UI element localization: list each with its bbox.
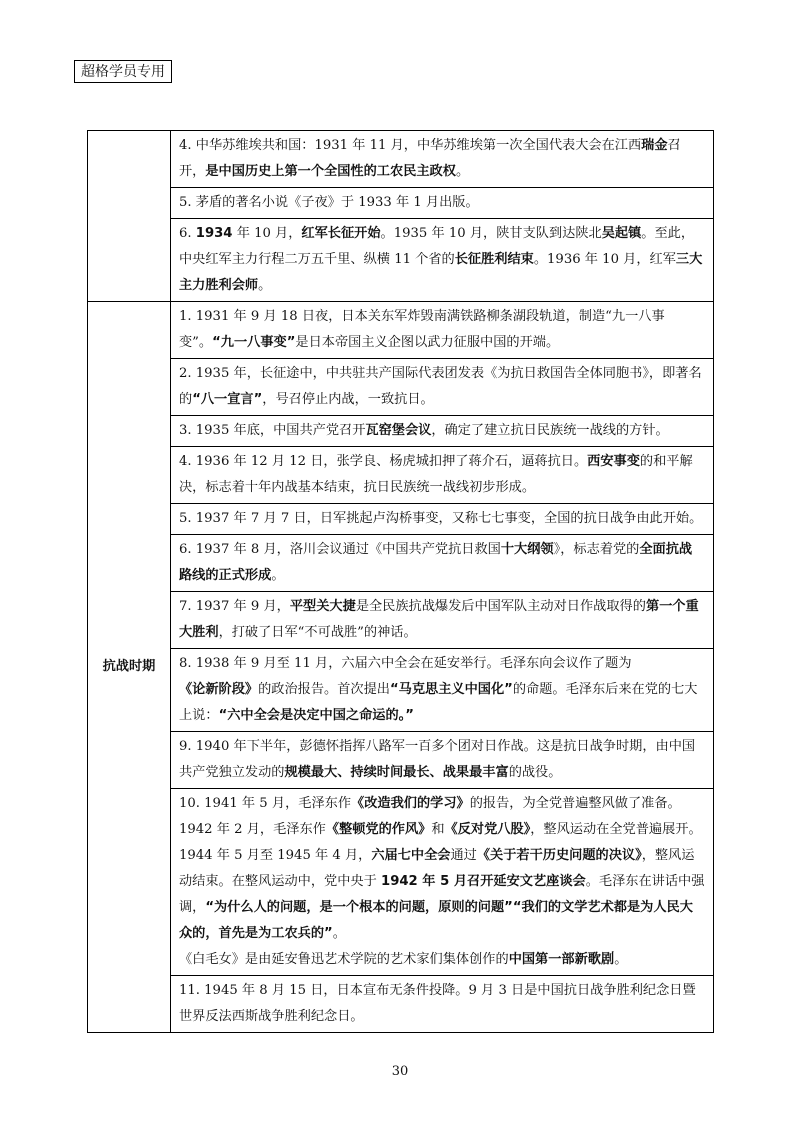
key-term: 吴起镇 [601,226,642,241]
key-term: 第一个重大胜利 [179,599,699,640]
table-row [88,219,714,302]
event-text: 。 [258,278,272,293]
key-term: 规模最大、持续时间最长、战果最丰富 [284,765,509,780]
event-text: 。毛泽东在讲话中强调， [179,874,705,915]
event-text: 。 [614,952,628,967]
key-term: 长征胜利结束 [454,252,534,267]
key-term: 1934 [195,226,233,241]
event-cell [171,447,714,504]
event-text: 7. 1937 年 9 月， [179,599,290,614]
event-text: 。至此，中央红军主力行程二万五千里、纵横 11 个省的 [179,226,695,267]
event-text: ，打破了日军“不可战胜”的神话。 [218,625,417,640]
key-term: “马克思主义中国化” [390,682,513,697]
event-text: 8. 1938 年 9 月至 11 月，六届六中全会在延安举行。毛泽东向会议作了题为 [179,656,632,671]
key-term: 六届七中全会 [371,848,451,863]
event-text: 3. 1935 年底，中国共产党召开 [179,423,366,438]
table-row [88,732,714,789]
event-text: 。1936 年 10 月，红军 [533,252,676,267]
table-row [88,976,714,1033]
event-text: 《白毛女》是由延安鲁迅艺术学院的艺术家们集体创作的 [179,952,509,967]
event-cell [171,416,714,447]
event-text: 。 [271,568,285,583]
event-text: 的政治报告。首次提出 [258,682,390,697]
event-text: 的和平解决，标志着十年内战基本结束，抗日民族统一战线初步形成。 [179,454,693,495]
key-term: 瑞金 [641,138,668,153]
table-row [88,789,714,976]
period-category: 抗战时期 [88,302,171,1033]
key-term: 十大纲领 [500,542,554,557]
event-text: 召开， [179,138,681,179]
key-term: 是中国历史上第一个全国性的工农民主政权 [205,164,456,179]
event-cell [171,188,714,219]
table-row [88,592,714,649]
key-term: 红军长征开始 [301,226,381,241]
table-row [88,535,714,592]
event-text: 的命题。毛泽东后来在党的七大上说： [179,682,698,723]
event-text: 5. 茅盾的著名小说《子夜》于 1933 年 1 月出版。 [179,195,479,210]
event-text: 6. 1937 年 8 月，洛川会议通过《中国共产党抗日救国 [179,542,501,557]
event-text: 。 [332,926,346,941]
key-term: “九一八事变” [212,335,296,350]
key-term: 《关于若干历史问题的决议》 [476,848,642,863]
event-cell [171,219,714,302]
table-row [88,188,714,219]
event-text: 。 [455,164,470,179]
event-text: ，号召停止内战，一致抗日。 [262,392,434,407]
event-cell [171,732,714,789]
event-text: ，确定了建立抗日民族统一战线的方针。 [431,423,669,438]
history-table [87,130,714,1033]
event-text: 10. 1941 年 5 月，毛泽东作 [179,796,352,811]
key-term: 平型关大捷 [289,599,356,614]
event-cell [171,131,714,188]
key-term: 《改造我们的学习》 [351,796,470,811]
event-text: 4. 中华苏维埃共和国：1931 年 11 月，中华苏维埃第一次全国代表大会在江西 [179,138,642,153]
key-term: 西安事变 [587,454,640,469]
period-category [88,131,171,302]
event-text: 2. 1935 年，长征途中，中共驻共产国际代表团发表《为抗日救国告全体同胞书》，即著名的 [179,366,702,407]
key-term: 三大主力胜利会师 [179,252,703,293]
header-tag: 超格学员专用 [74,60,172,83]
key-term: “六中全会是决定中国之命运的。” [218,708,414,723]
event-text: 9. 1940 年下半年，彭德怀指挥八路军一百多个团对日作战。这是抗日战争时期，由中国共产党独立发动的 [179,739,696,780]
table-row [88,504,714,535]
event-text: 和 [431,822,445,837]
table-row [88,302,714,359]
key-term: 《论新阶段》 [179,682,259,697]
event-text: 4. 1936 年 12 月 12 日，张学良、杨虎城扣押了蒋介石，逼蒋抗日。 [179,454,588,469]
page-number: 30 [391,1064,409,1079]
table-row [88,359,714,416]
event-text: 的战役。 [508,765,562,780]
event-cell [171,504,714,535]
event-text: 年 10 月， [232,226,302,241]
event-cell [171,789,714,976]
event-text: 的报告，为全党普遍整风做了准备。1942 年 2 月，毛泽东作 [179,796,681,837]
event-text: 通过 [450,848,477,863]
event-text: 是日本帝国主义企图以武力征服中国的开端。 [295,335,560,350]
event-cell [171,976,714,1033]
event-text: 。1935 年 10 月，陕甘支队到达陕北 [380,226,602,241]
event-cell [171,535,714,592]
event-text: 11. 1945 年 8 月 15 日，日本宣布无条件投降。9 月 3 日是中国抗日战争胜利纪念日暨世界反法西斯战争胜利纪念日。 [179,983,696,1024]
event-cell [171,592,714,649]
key-term: 1942 年 5 月召开延安文艺座谈会 [381,874,586,889]
key-term: 中国第一部新歌剧 [508,952,615,967]
key-term: “为什么人的问题，是一个根本的问题，原则的问题”“我们的文学艺术都是为人民大众的，首先是为工农兵的” [179,900,693,941]
table-row [88,649,714,732]
event-text: 是全民族抗战爆发后中国军队主动对日作战取得的 [355,599,646,614]
key-term: 《整顿党的作风》 [325,822,432,837]
event-cell [171,649,714,732]
key-term: 瓦窑堡会议 [365,423,432,438]
key-term: 《反对党八股》 [444,822,531,837]
event-text: 5. 1937 年 7 月 7 日，日军挑起卢沟桥事变，又称七七事变，全国的抗日战争由此开始。 [179,511,703,526]
event-text: 1. 1931 年 9 月 18 日夜，日本关东军炸毁南满铁路柳条湖段轨道，制造“九一八事变”。 [179,309,665,350]
table-row [88,416,714,447]
table-row [88,447,714,504]
key-term: “八一宣言” [192,392,263,407]
event-text: 》，标志着党的 [553,542,640,557]
event-text: ，整风运动结束。在整风运动中，党中央于 [179,848,695,889]
event-text: 6. [179,226,196,241]
event-text: ，整风运动在全党普遍展开。1944 年 5 月至 1945 年 4 月， [179,822,702,863]
table-row [88,131,714,188]
event-cell [171,359,714,416]
event-cell [171,302,714,359]
key-term: 全面抗战路线的正式形成 [179,542,693,583]
